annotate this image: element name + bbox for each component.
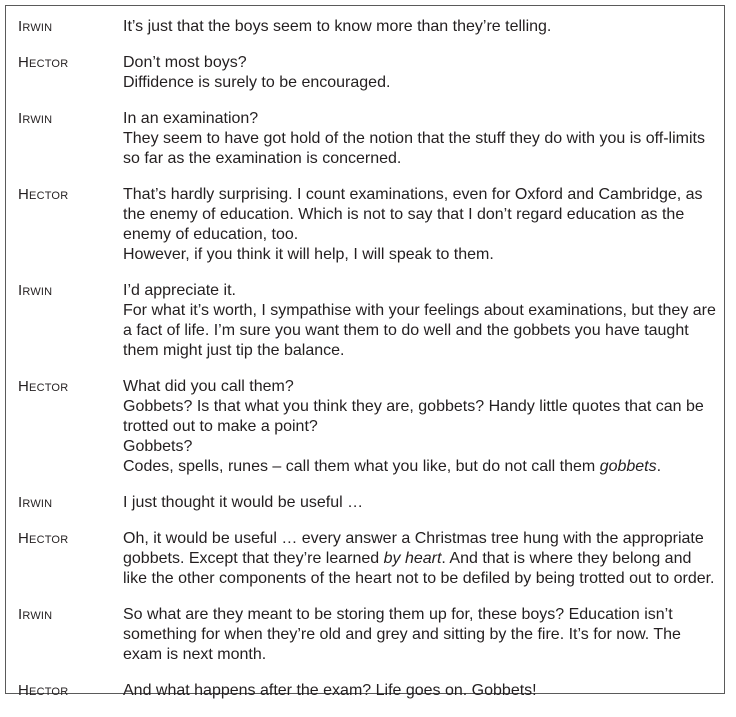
text-segment: Don’t most boys?: [123, 54, 247, 71]
dialogue-line: [123, 281, 718, 301]
emphasis-text: gobbets: [599, 458, 657, 475]
speaker-name: Irwin: [18, 110, 53, 127]
dialogue-turn: [18, 529, 718, 589]
dialogue-line: [123, 457, 718, 477]
speaker-name: Irwin: [18, 606, 53, 623]
dialogue-turn: [18, 681, 718, 701]
dialogue-turn: [18, 377, 718, 477]
dialogue-text: [123, 109, 718, 169]
dialogue-line: [123, 681, 718, 701]
dialogue-line: [123, 185, 718, 245]
script-excerpt: [18, 17, 718, 717]
dialogue-turn: [18, 493, 718, 513]
dialogue-line: [123, 17, 718, 37]
text-segment: Codes, spells, runes – call them what you like, but do not call them: [123, 458, 600, 475]
dialogue-line: [123, 605, 718, 665]
dialogue-turn: [18, 53, 718, 93]
speaker-name: Irwin: [18, 282, 53, 299]
dialogue-text: [123, 17, 718, 37]
text-segment: That’s hardly surprising. I count examinations, even for Oxford and Cambridge, as the enemy of education. Which is not to say that I don’t regard education as the enemy of education, too.: [123, 186, 703, 243]
dialogue-line: [123, 397, 718, 437]
text-segment: So what are they meant to be storing them up for, these boys? Education isn’t something for when they’re old and grey and sitting by the fire. It’s for now. The exam is next month.: [123, 606, 681, 663]
text-segment: It’s just that the boys seem to know more than they’re telling.: [123, 18, 552, 35]
text-segment: I’d appreciate it.: [123, 282, 236, 299]
text-segment: They seem to have got hold of the notion that the stuff they do with you is off-limits so far as the examination is concerned.: [123, 130, 705, 167]
text-segment: And what happens after the exam? Life goes on. Gobbets!: [123, 682, 537, 699]
dialogue-text: [123, 529, 718, 589]
text-segment: However, if you think it will help, I will speak to them.: [123, 246, 494, 263]
speaker-name: Hector: [18, 530, 69, 547]
speaker-name: Hector: [18, 54, 69, 71]
text-segment: I just thought it would be useful …: [123, 494, 364, 511]
dialogue-text: [123, 377, 718, 477]
dialogue-line: [123, 73, 718, 93]
dialogue-turn: [18, 17, 718, 37]
dialogue-line: [123, 529, 718, 589]
dialogue-line: [123, 129, 718, 169]
text-segment: Oh, it would be useful … every answer a Christmas tree hung with the appropriate gobbets. Except that they’re learned: [123, 530, 704, 567]
dialogue-text: [123, 605, 718, 665]
dialogue-line: [123, 493, 718, 513]
speaker-name: Hector: [18, 186, 69, 203]
dialogue-line: [123, 245, 718, 265]
text-segment: .: [656, 458, 662, 475]
dialogue-turn: [18, 109, 718, 169]
dialogue-text: [123, 493, 718, 513]
text-segment: What did you call them?: [123, 378, 294, 395]
dialogue-line: [123, 301, 718, 361]
speaker-name: Irwin: [18, 494, 53, 511]
dialogue-text: [123, 53, 718, 93]
dialogue-text: [123, 185, 718, 265]
text-segment: . And that is where they belong and like the other components of the heart not to be defiled by being trotted out to order.: [123, 550, 715, 587]
dialogue-line: [123, 53, 718, 73]
text-segment: Gobbets?: [123, 438, 193, 455]
dialogue-turn: [18, 281, 718, 361]
dialogue-text: [123, 281, 718, 361]
speaker-name: Hector: [18, 378, 69, 395]
emphasis-text: by heart: [383, 550, 442, 567]
speaker-name: Irwin: [18, 18, 53, 35]
dialogue-line: [123, 377, 718, 397]
dialogue-text: [123, 681, 718, 701]
text-segment: For what it’s worth, I sympathise with your feelings about examinations, but they are a fact of life. I’m sure you want them to do well and the gobbets you have taught them might just tip the balance.: [123, 302, 716, 359]
speaker-name: Hector: [18, 682, 69, 699]
text-segment: In an examination?: [123, 110, 259, 127]
text-segment: Gobbets? Is that what you think they are, gobbets? Handy little quotes that can be trotted out to make a point?: [123, 398, 704, 435]
dialogue-line: [123, 109, 718, 129]
dialogue-turn: [18, 185, 718, 265]
text-segment: Diffidence is surely to be encouraged.: [123, 74, 391, 91]
dialogue-turn: [18, 605, 718, 665]
dialogue-line: [123, 437, 718, 457]
